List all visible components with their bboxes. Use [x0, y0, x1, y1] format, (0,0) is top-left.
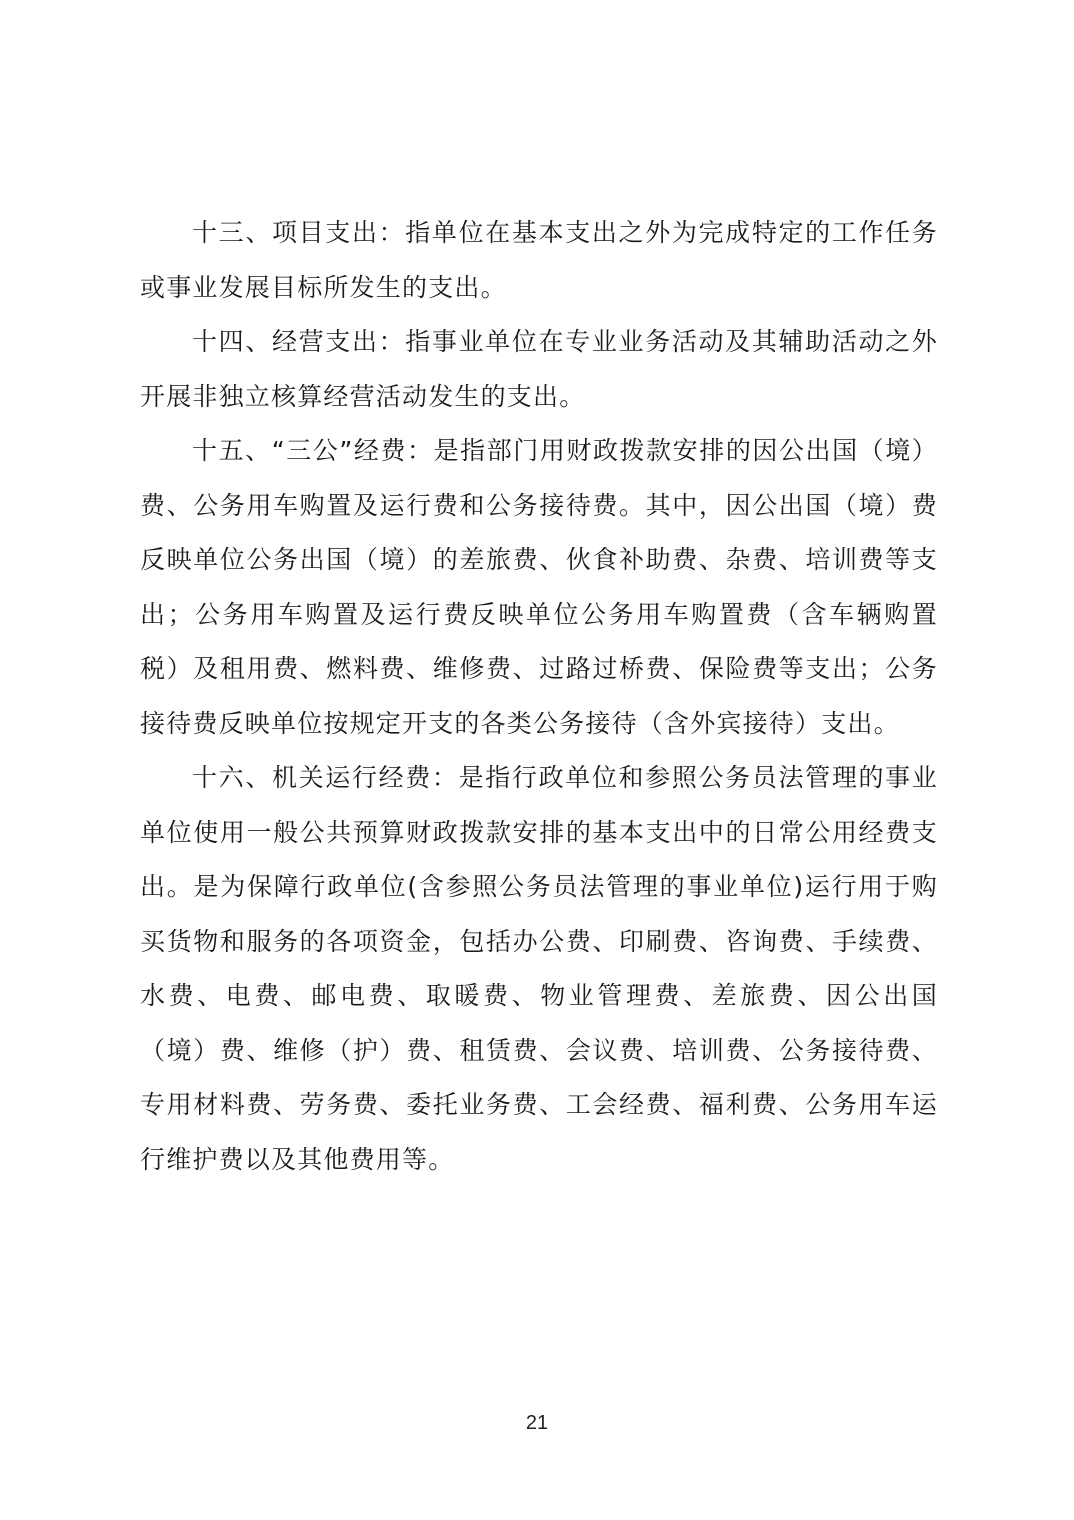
- paragraph-13-project-expenditure: 十三、项目支出：指单位在基本支出之外为完成特定的工作任务或事业发展目标所发生的支出。: [140, 218, 938, 302]
- paragraph-16-agency-operating-expenses: 十六、机关运行经费：是指行政单位和参照公务员法管理的事业单位使用一般公共预算财政拨款安排的基本支出中的日常公用经费支出。是为保障行政单位(含参照公务员法管理的事业单位)运行用于购买货物和服务的各项资金，包括办公费、印刷费、咨询费、手续费、水费、电费、邮电费、取暖费、物业管理费、差旅费、因公出国（境）费、维修（护）费、租赁费、会议费、培训费、公务接待费、专用材料费、劳务费、委托业务费、工会经费、福利费、公务用车运行维护费以及其他费用等。: [140, 763, 938, 1174]
- paragraph-15-three-public-expenses: 十五、“三公”经费：是指部门用财政拨款安排的因公出国（境）费、公务用车购置及运行费和公务接待费。其中，因公出国（境）费反映单位公务出国（境）的差旅费、伙食补助费、杂费、培训费等支出；公务用车购置及运行费反映单位公务用车购置费（含车辆购置税）及租用费、燃料费、维修费、过路过桥费、保险费等支出；公务接待费反映单位按规定开支的各类公务接待（含外宾接待）支出。: [140, 436, 938, 738]
- page-number: 21: [525, 1412, 549, 1434]
- paragraph-14-operating-expenditure: 十四、经营支出：指事业单位在专业业务活动及其辅助活动之外开展非独立核算经营活动发生的支出。: [140, 327, 938, 411]
- body-text: [140, 206, 938, 1187]
